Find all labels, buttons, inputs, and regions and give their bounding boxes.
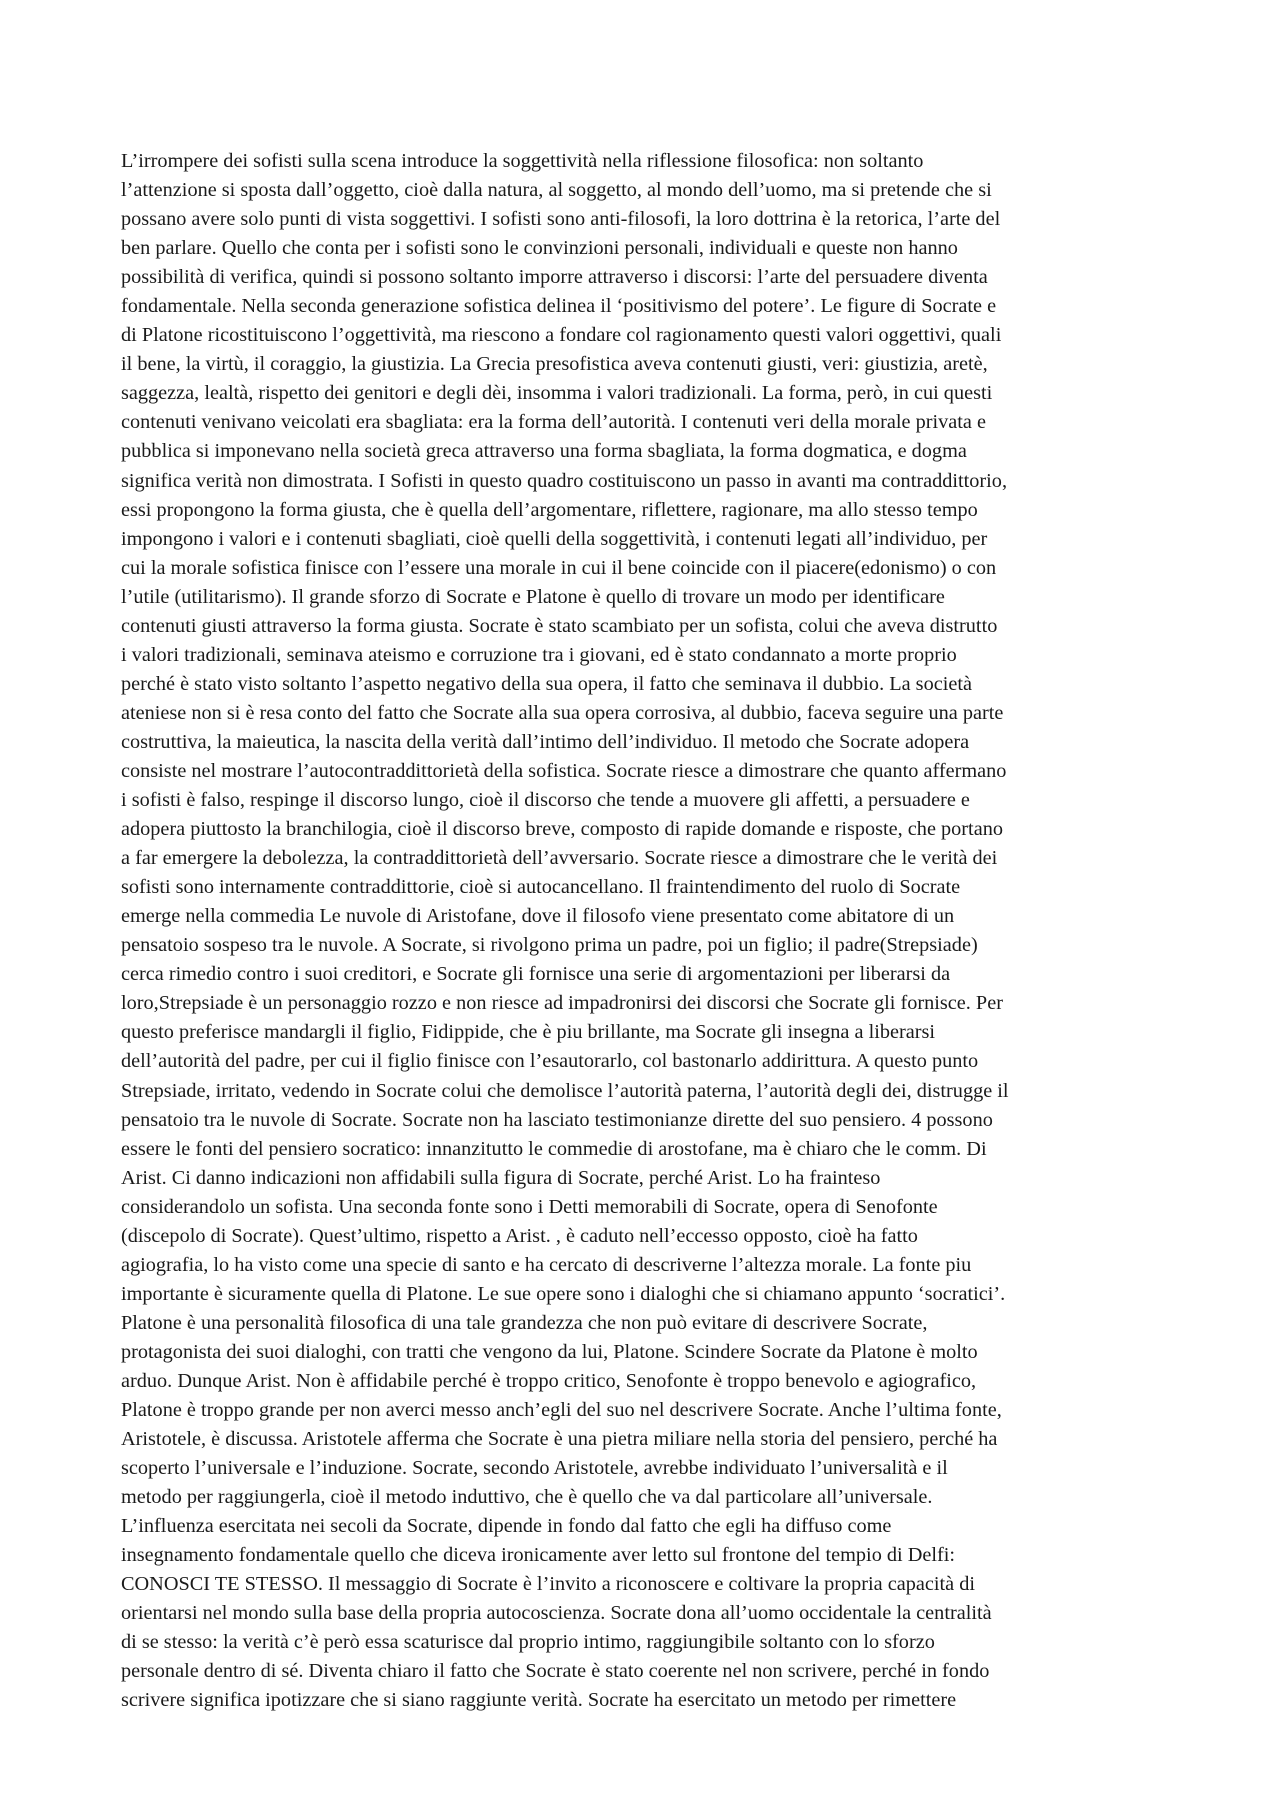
text-line: insegnamento fondamentale quello che diceva ironicamente aver letto sul frontone del tempio di Delfi: [121,1544,956,1567]
text-line: ateniese non si è resa conto del fatto che Socrate alla sua opera corrosiva, al dubbio, faceva seguire una parte [121,701,1004,724]
text-line: possano avere solo punti di vista soggettivi. I sofisti sono anti-filosofi, la loro dottrina è la retorica, l’arte del [121,208,1001,231]
text-line: scrivere significa ipotizzare che si siano raggiunte verità. Socrate ha esercitato un metodo per rimettere [121,1689,957,1712]
text-line: agiografia, lo ha visto come una specie di santo e ha cercato di descriverne l’altezza morale. La fonte piu [121,1253,972,1276]
text-line: loro,Strepsiade è un personaggio rozzo e non riesce ad impadronirsi dei discorsi che Socrate gli fornisce. Per [121,992,1003,1015]
text-line: L’influenza esercitata nei secoli da Socrate, dipende in fondo dal fatto che egli ha diffuso come [121,1515,892,1538]
text-line: sofisti sono internamente contraddittorie, cioè si autocancellano. Il fraintendimento del ruolo di Socrate [121,876,961,899]
text-line: scoperto l’universale e l’induzione. Socrate, secondo Aristotele, avrebbe individuato l’universalità e il [121,1457,948,1480]
text-line: personale dentro di sé. Diventa chiaro il fatto che Socrate è stato coerente nel non scrivere, perché in fondo [121,1660,990,1683]
text-line: dell’autorità del padre, per cui il figlio finisce con l’esautorarlo, col bastonarlo addirittura. A questo punto [121,1050,979,1073]
text-line: contenuti giusti attraverso la forma giusta. Socrate è stato scambiato per un sofista, colui che aveva distrutto [121,614,998,637]
text-line: a far emergere la debolezza, la contraddittorietà dell’avversario. Socrate riesce a dimostrare che le verità dei [121,847,998,870]
text-line: questo preferisce mandargli il figlio, Fidippide, che è piu brillante, ma Socrate gli insegna a liberarsi [121,1021,936,1044]
text-line: considerandolo un sofista. Una seconda fonte sono i Detti memorabili di Socrate, opera di Senofonte [121,1195,938,1218]
text-line: Platone è una personalità filosofica di una tale grandezza che non può evitare di descrivere Socrate, [121,1311,928,1334]
text-line: arduo. Dunque Arist. Non è affidabile perché è troppo critico, Senofonte è troppo benevolo e agiografico, [121,1369,977,1392]
text-line: saggezza, lealtà, rispetto dei genitori e degli dèi, insomma i valori tradizionali. La forma, però, in cui questi [121,382,993,405]
text-line: contenuti venivano veicolati era sbagliata: era la forma dell’autorità. I contenuti veri della morale privata e [121,411,986,434]
text-line: pensatoio tra le nuvole di Socrate. Socrate non ha lasciato testimonianze dirette del suo pensiero. 4 possono [121,1108,993,1131]
text-line: il bene, la virtù, il coraggio, la giustizia. La Grecia presofistica aveva contenuti giusti, veri: giustizia, aretè, [121,353,988,376]
text-line: Aristotele, è discussa. Aristotele afferma che Socrate è una pietra miliare nella storia del pensiero, perché ha [121,1428,998,1451]
text-line: cerca rimedio contro i suoi creditori, e Socrate gli fornisce una serie di argomentazioni per liberarsi da [121,963,951,986]
body-text [121,147,1181,1716]
text-line: Arist. Ci danno indicazioni non affidabili sulla figura di Socrate, perché Arist. Lo ha frainteso [121,1166,881,1189]
text-line: consiste nel mostrare l’autocontraddittorietà della sofistica. Socrate riesce a dimostrare che quanto affermano [121,759,1007,782]
text-line: cui la morale sofistica finisce con l’essere una morale in cui il bene coincide con il piacere(edonismo) o con [121,556,997,579]
text-line: pubblica si imponevano nella società greca attraverso una forma sbagliata, la forma dogmatica, e dogma [121,440,967,463]
text-line: ben parlare. Quello che conta per i sofisti sono le convinzioni personali, individuali e queste non hanno [121,237,958,260]
text-line: protagonista dei suoi dialoghi, con tratti che vengono da lui, Platone. Scindere Socrate da Platone è molto [121,1340,978,1363]
text-line: possibilità di verifica, quindi si possono soltanto imporre attraverso i discorsi: l’arte del persuadere diventa [121,266,988,289]
text-line: significa verità non dimostrata. I Sofisti in questo quadro costituiscono un passo in avanti ma contraddittorio, [121,469,1008,492]
text-line: essere le fonti del pensiero socratico: innanzitutto le commedie di arostofane, ma è chiaro che le comm. Di [121,1137,987,1160]
text-line: essi propongono la forma giusta, che è quella dell’argomentare, riflettere, ragionare, ma allo stesso tempo [121,498,978,521]
text-line: perché è stato visto soltanto l’aspetto negativo della sua opera, il fatto che seminava il dubbio. La società [121,672,972,695]
text-line: i sofisti è falso, respinge il discorso lungo, cioè il discorso che tende a muovere gli affetti, a persuadere e [121,789,970,812]
text-line: costruttiva, la maieutica, la nascita della verità dall’intimo dell’individuo. Il metodo che Socrate adopera [121,730,970,753]
text-line: Strepsiade, irritato, vedendo in Socrate colui che demolisce l’autorità paterna, l’autorità degli dei, distrugge il [121,1079,1009,1102]
text-line: fondamentale. Nella seconda generazione sofistica delinea il ‘positivismo del potere’. Le figure di Socrate e [121,295,997,318]
text-line: l’utile (utilitarismo). Il grande sforzo di Socrate e Platone è quello di trovare un modo per identificare [121,585,945,608]
text-line: emerge nella commedia Le nuvole di Aristofane, dove il filosofo viene presentato come abitatore di un [121,905,955,928]
text-line: di se stesso: la verità c’è però essa scaturisce dal proprio intimo, raggiungibile soltanto con lo sforzo [121,1631,935,1654]
text-line: i valori tradizionali, seminava ateismo e corruzione tra i giovani, ed è stato condannato a morte proprio [121,643,957,666]
text-line: l’attenzione si sposta dall’oggetto, cioè dalla natura, al soggetto, al mondo dell’uomo, ma si pretende che si [121,179,992,202]
text-line: (discepolo di Socrate). Quest’ultimo, rispetto a Arist. , è caduto nell’eccesso opposto, cioè ha fatto [121,1224,918,1247]
text-line: impongono i valori e i contenuti sbagliati, cioè quelli della soggettività, i contenuti legati all’individuo, per [121,527,988,550]
text-line: Platone è troppo grande per non averci messo anch’egli del suo nel descrivere Socrate. Anche l’ultima fonte, [121,1399,1002,1422]
text-line: adopera piuttosto la branchilogia, cioè il discorso breve, composto di rapide domande e risposte, che portano [121,818,1003,841]
text-line: importante è sicuramente quella di Platone. Le sue opere sono i dialoghi che si chiamano appunto ‘socratici’. [121,1282,1006,1305]
text-line: orientarsi nel mondo sulla base della propria autocoscienza. Socrate dona all’uomo occidentale la centralità [121,1602,992,1625]
text-line: L’irrompere dei sofisti sulla scena introduce la soggettività nella riflessione filosofica: non soltanto [121,150,924,172]
text-line: di Platone ricostituiscono l’oggettività, ma riescono a fondare col ragionamento questi valori oggettivi, quali [121,324,1002,347]
text-line: CONOSCI TE STESSO. Il messaggio di Socrate è l’invito a riconoscere e coltivare la propria capacità di [121,1573,976,1596]
text-line: pensatoio sospeso tra le nuvole. A Socrate, si rivolgono prima un padre, poi un figlio; il padre(Strepsiade) [121,934,978,957]
text-line: metodo per raggiungerla, cioè il metodo induttivo, che è quello che va dal particolare all’universale. [121,1486,933,1509]
